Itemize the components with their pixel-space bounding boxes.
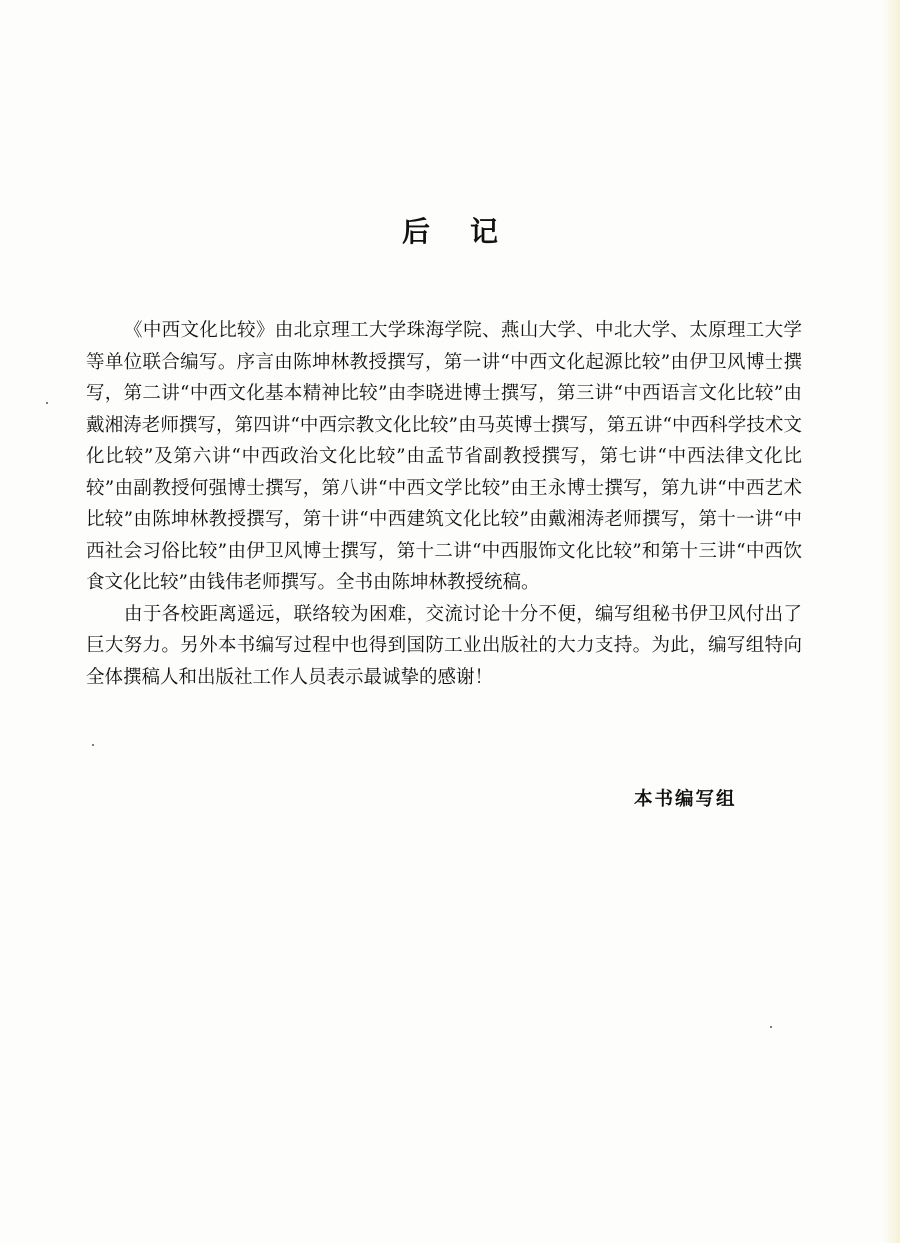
page-edge-tint: [882, 0, 900, 1243]
body-text: [86, 315, 802, 693]
scan-speck: [46, 402, 48, 404]
paragraph-authors: 《中西文化比较》由北京理工大学珠海学院、燕山大学、中北大学、太原理工大学等单位联合编写。序言由陈坤林教授撰写，第一讲“中西文化起源比较”由伊卫风博士撰写，第二讲“中西文化基本精神比较”由李晓进博士撰写，第三讲“中西语言文化比较”由戴湘涛老师撰写，第四讲“中西宗教文化比较”由马英博士撰写，第五讲“中西科学技术文化比较”及第六讲“中西政治文化比较”由孟节省副教授撰写，第七讲“中西法律文化比较”由副教授何强博士撰写，第八讲“中西文学比较”由王永博士撰写，第九讲“中西艺术比较”由陈坤林教授撰写，第十讲“中西建筑文化比较”由戴湘涛老师撰写，第十一讲“中西社会习俗比较”由伊卫风博士撰写，第十二讲“中西服饰文化比较”和第十三讲“中西饮食文化比较”由钱伟老师撰写。全书由陈坤林教授统稿。: [86, 320, 802, 593]
page-title: 后记: [401, 215, 538, 248]
paragraph-acknowledgement: 由于各校距离遥远，联络较为困难，交流讨论十分不便，编写组秘书伊卫风付出了巨大努力。另外本书编写过程中也得到国防工业出版社的大力支持。为此，编写组特向全体撰稿人和出版社工作人员表示最诚挚的感谢！: [86, 603, 802, 688]
scan-speck: [770, 1026, 772, 1028]
scan-speck: [92, 744, 94, 746]
signature: 本书编写组: [634, 789, 737, 810]
